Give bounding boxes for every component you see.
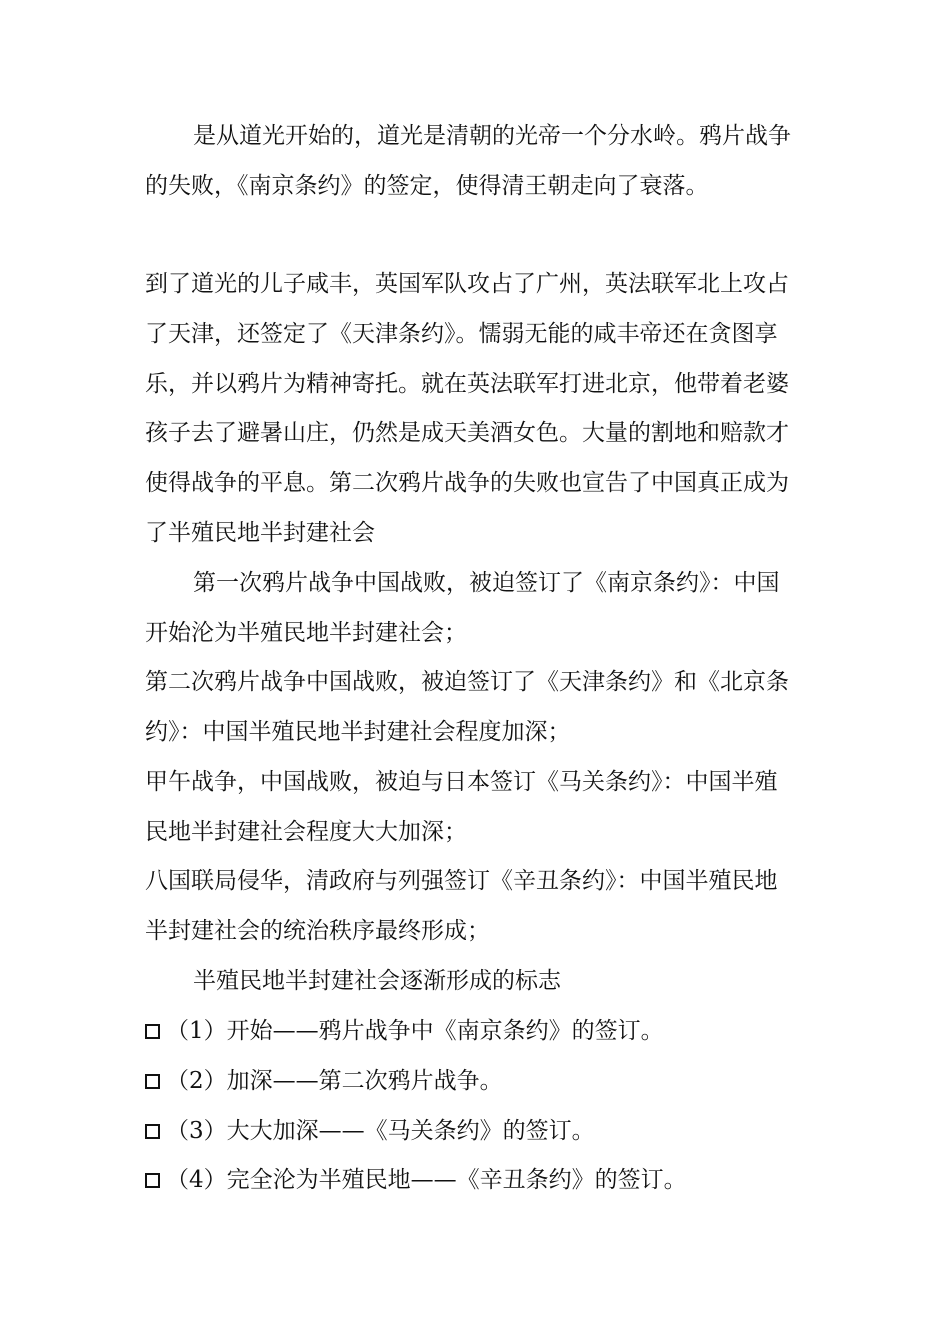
paragraph-3-line-7: 八国联局侵华，清政府与列强签订《辛丑条约》：中国半殖民地: [145, 868, 778, 894]
paragraph-3-line-6: 民地半封建社会程度大大加深；: [145, 819, 467, 845]
checklist-item-label: （4）完全沦为半殖民地——《辛丑条约》的签订。: [166, 1167, 687, 1193]
checklist-item: [145, 1116, 810, 1146]
checkbox-icon[interactable]: [145, 1124, 160, 1139]
paragraph-2-line-4: 孩子去了避暑山庄，仍然是成天美酒女色。大量的割地和赔款才: [145, 420, 789, 446]
checklist-item: [145, 1016, 810, 1046]
checklist-item: [145, 1165, 810, 1195]
checklist-item-label: （1）开始——鸦片战争中《南京条约》的签订。: [166, 1018, 664, 1044]
paragraph-2-line-3: 乐，并以鸦片为精神寄托。就在英法联军打进北京，他带着老婆: [145, 371, 789, 397]
paragraph-2-line-5: 使得战争的平息。第二次鸦片战争的失败也宣告了中国真正成为: [145, 470, 789, 496]
paragraph-1-line-2: 的失败，《南京条约》的签定，使得清王朝走向了衰落。: [145, 173, 709, 199]
checkbox-icon[interactable]: [145, 1024, 160, 1039]
paragraph-2-line-6: 了半殖民地半封建社会: [145, 520, 375, 546]
checklist-item-label: （3）大大加深——《马关条约》的签订。: [166, 1118, 595, 1144]
paragraph-3-line-4: 约》：中国半殖民地半封建社会程度加深；: [145, 719, 571, 745]
section-heading: 半殖民地半封建社会逐渐形成的标志: [193, 968, 561, 994]
checklist-item-label: （2）加深——第二次鸦片战争。: [166, 1068, 503, 1094]
paragraph-3-line-5: 甲午战争，中国战败，被迫与日本签订《马关条约》：中国半殖: [145, 769, 778, 795]
checkbox-icon[interactable]: [145, 1173, 160, 1188]
paragraph-3-line-8: 半封建社会的统治秩序最终形成；: [145, 918, 490, 944]
paragraph-3-line-1: 第一次鸦片战争中国战败，被迫签订了《南京条约》：中国: [193, 570, 780, 596]
paragraph-2-line-2: 了天津，还签定了《天津条约》。懦弱无能的咸丰帝还在贪图享: [145, 321, 778, 347]
paragraph-1-line-1: 是从道光开始的，道光是清朝的光帝一个分水岭。鸦片战争: [193, 123, 791, 149]
paragraph-3-line-2: 开始沦为半殖民地半封建社会；: [145, 620, 467, 646]
checklist-item: [145, 1066, 810, 1096]
paragraph-2-line-1: 到了道光的儿子咸丰，英国军队攻占了广州，英法联军北上攻占: [145, 271, 789, 297]
checkbox-icon[interactable]: [145, 1074, 160, 1089]
paragraph-3-line-3: 第二次鸦片战争中国战败，被迫签订了《天津条约》和《北京条: [145, 669, 789, 695]
